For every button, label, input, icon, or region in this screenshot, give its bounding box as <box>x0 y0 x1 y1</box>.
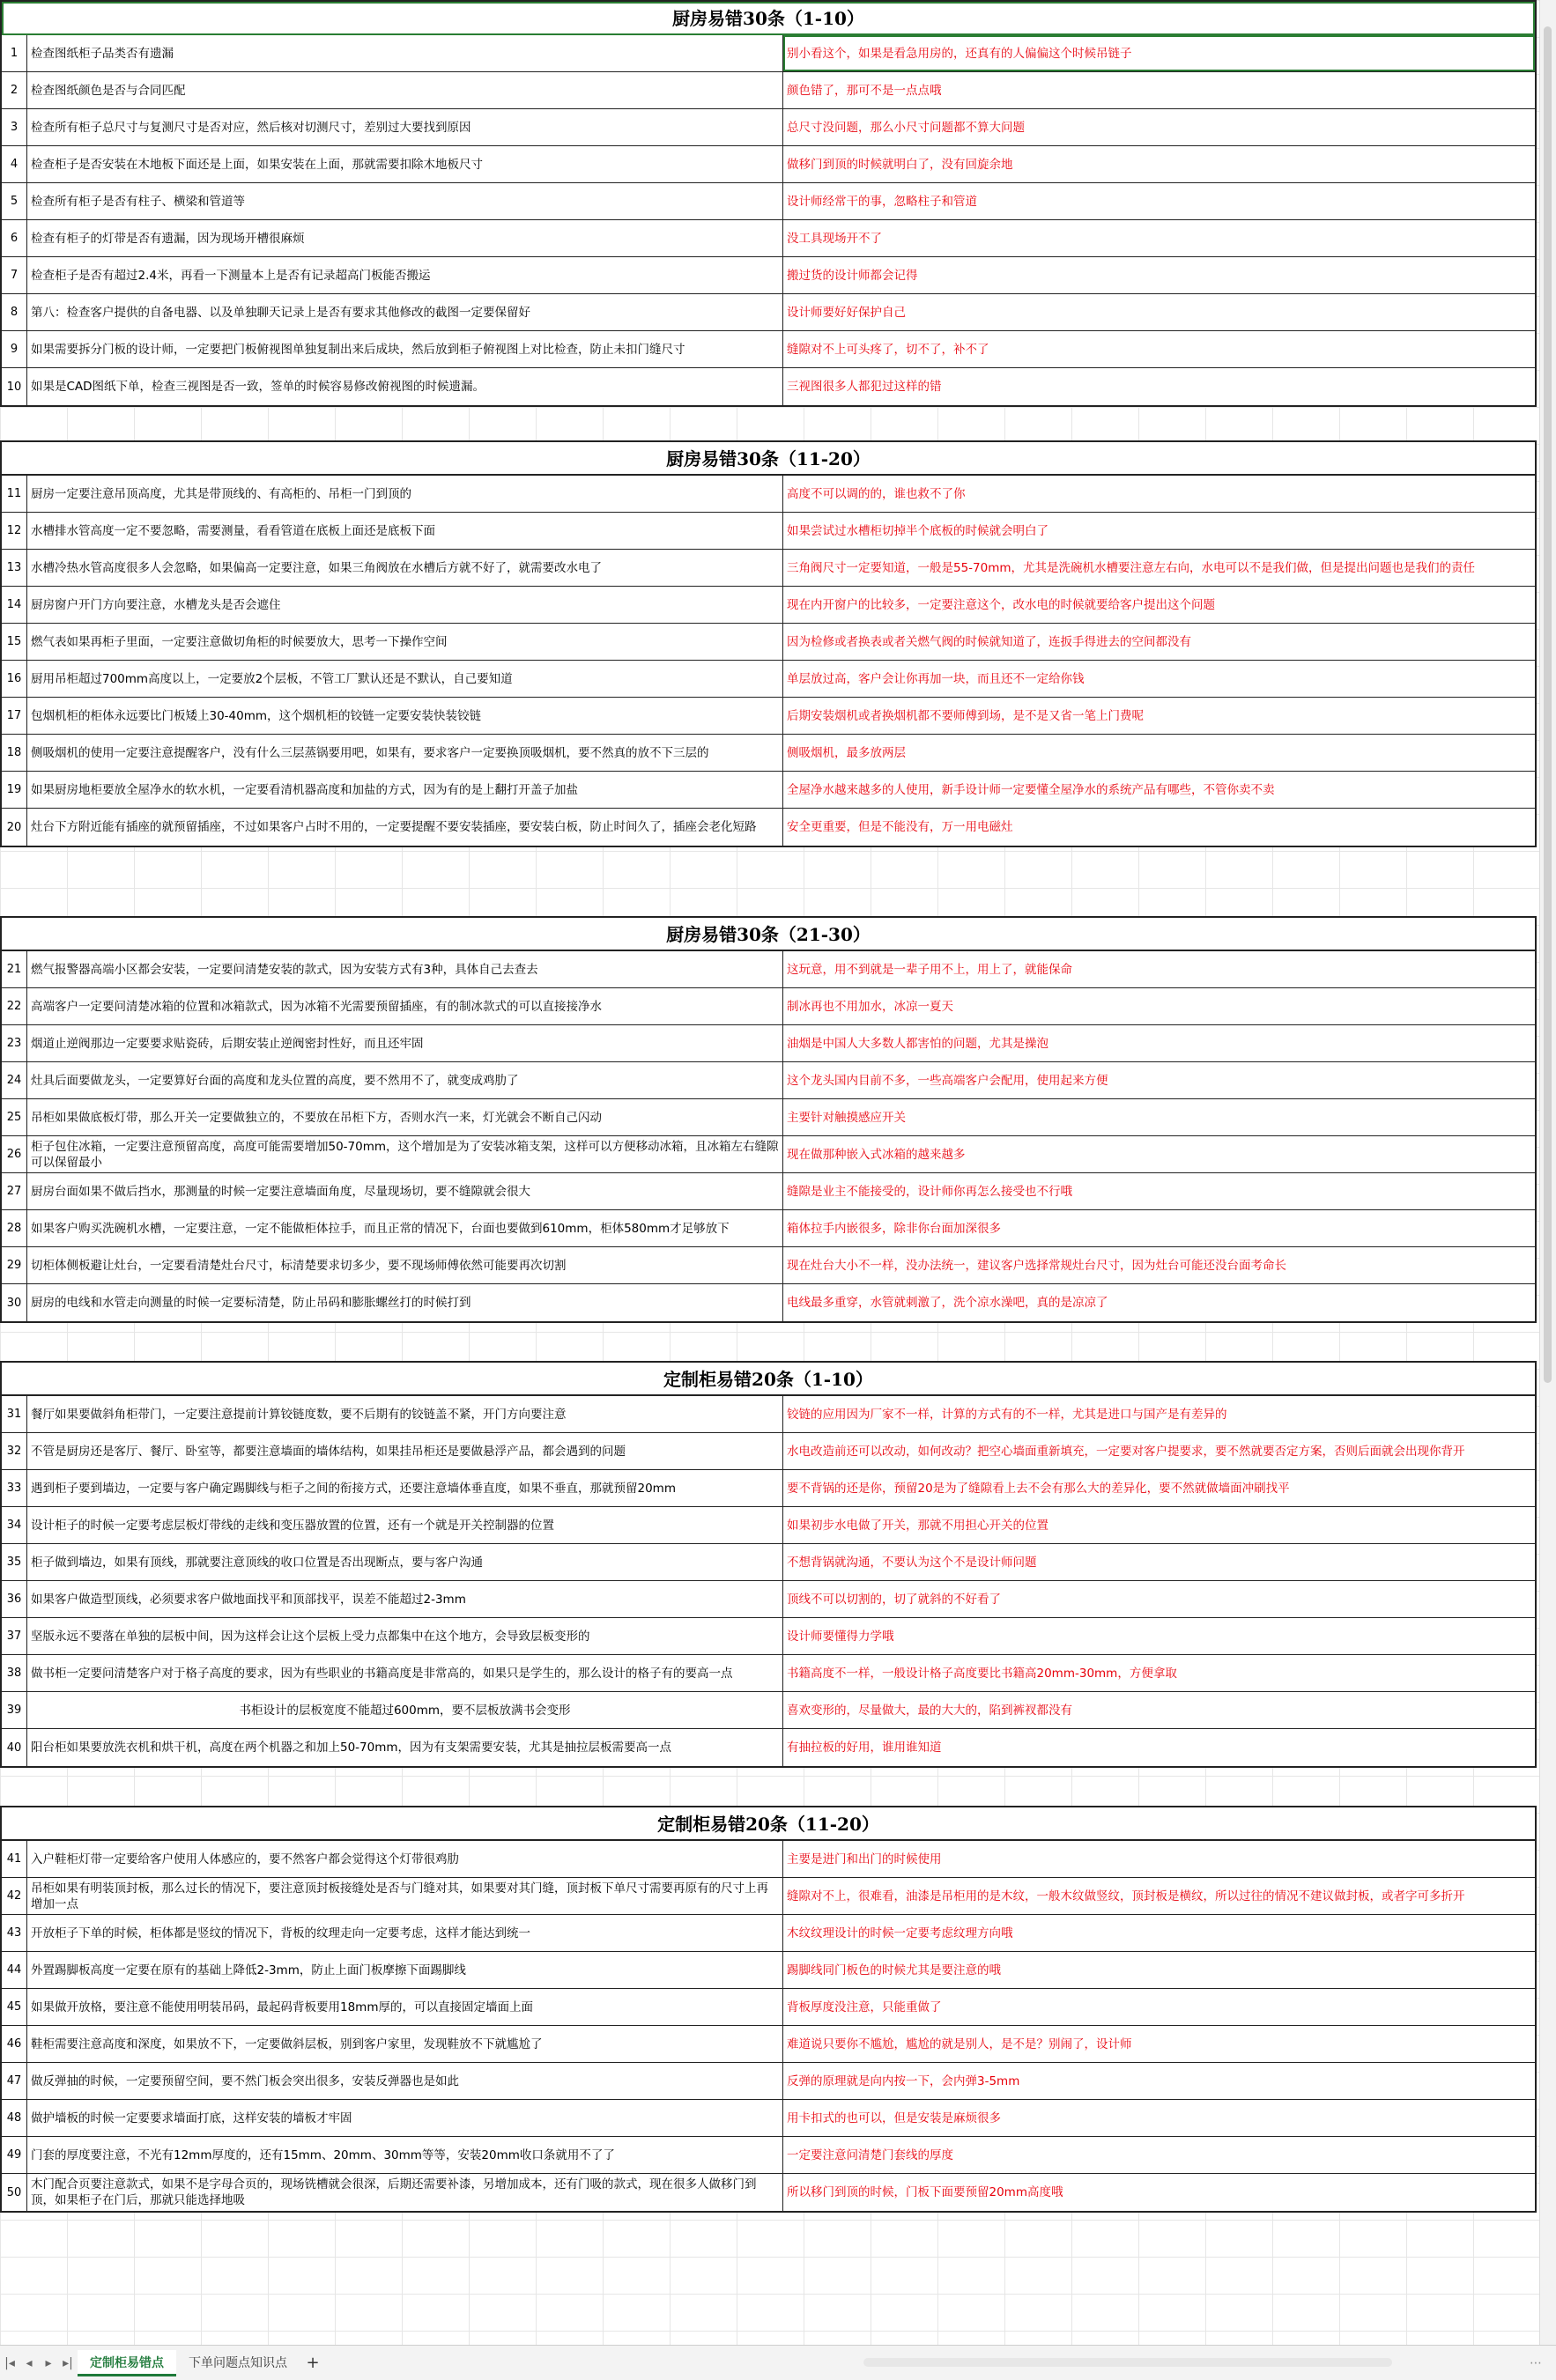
row-number-cell[interactable]: 38 <box>2 1655 27 1691</box>
table-row <box>2 2100 1535 2137</box>
table-row <box>2 550 1535 587</box>
vertical-scroll-thumb[interactable] <box>1544 26 1552 1383</box>
error-description-cell[interactable]: 厨房窗户开门方向要注意，水槽龙头是否会遮住 <box>27 587 783 623</box>
row-number-cell[interactable]: 34 <box>2 1507 27 1543</box>
table-row <box>2 1284 1535 1321</box>
remark-cell[interactable]: 喜欢变形的，尽量做大，最的大大的，陷到裤衩都没有 <box>787 1703 1072 1718</box>
more-icon[interactable]: ⋯ <box>1530 2355 1544 2370</box>
error-description-cell[interactable]: 外置踢脚板高度一定要在原有的基础上降低2-3mm，防止上面门板摩擦下面踢脚线 <box>27 1952 783 1988</box>
table-row <box>2 1247 1535 1284</box>
add-sheet-icon[interactable]: + <box>306 2354 320 2372</box>
remark-cell[interactable]: 木纹纹理设计的时候一定要考虑纹理方向哦 <box>787 1925 1013 1940</box>
error-description-cell[interactable]: 检查所有柜子是否有柱子、横梁和管道等 <box>27 183 783 219</box>
error-description-cell[interactable]: 如果客户购买洗碗机水槽，一定要注意，一定不能做柜体拉手，而且正常的情况下，台面也要做到610mm，柜体580mm才足够放下 <box>27 1210 783 1246</box>
table-row <box>2 476 1535 513</box>
remark-cell[interactable]: 安全更重要，但是不能没有，万一用电磁灶 <box>787 820 1013 834</box>
remark-cell[interactable]: 踢脚线同门板色的时候尤其是要注意的哦 <box>787 1962 1001 1977</box>
error-description-cell[interactable]: 检查所有柜子总尺寸与复测尺寸是否对应，然后核对切测尺寸，差别过大要找到原因 <box>27 109 783 145</box>
row-number-cell[interactable]: 19 <box>2 772 27 808</box>
table-row <box>2 988 1535 1025</box>
row-number-cell[interactable]: 18 <box>2 735 27 771</box>
error-description-cell[interactable]: 柜子做到墙边，如果有顶线，那就要注意顶线的收口位置是否出现断点，要与客户沟通 <box>27 1544 783 1580</box>
row-number-cell[interactable]: 40 <box>2 1729 27 1766</box>
error-description-cell[interactable]: 坚版永远不要落在单独的层板中间，因为这样会让这个层板上受力点都集中在这个地方，会导致层板变形的 <box>27 1618 783 1654</box>
remark-cell[interactable]: 水电改造前还可以改动，如何改动？把空心墙面重新填充，一定要对客户提要求，要不然就要否定方案，否则后面就会出现你背开 <box>787 1444 1465 1459</box>
remark-cell[interactable]: 缝隙对不上，很难看，油漆是吊柜用的是木纹，一般木纹做竖纹，顶封板是横纹，所以过往的情况不建议做封板，或者字可多折开 <box>787 1888 1465 1903</box>
row-number-cell[interactable]: 49 <box>2 2137 27 2173</box>
error-description-cell[interactable]: 如果厨房地柜要放全屋净水的软水机，一定要看清机器高度和加盐的方式，因为有的是上翻打开盖子加盐 <box>27 772 783 808</box>
row-number-cell[interactable]: 20 <box>2 809 27 846</box>
remark-cell[interactable]: 如果尝试过水槽柜切掉半个底板的时候就会明白了 <box>787 523 1048 538</box>
error-description-cell[interactable]: 入户鞋柜灯带一定要给客户使用人体感应的，要不然客户都会觉得这个灯带很鸡肋 <box>27 1841 783 1877</box>
section-title[interactable]: 定制柜易错20条（1-10） <box>2 1363 1535 1396</box>
row-number-cell[interactable]: 24 <box>2 1062 27 1098</box>
table-row <box>2 331 1535 368</box>
error-description-cell[interactable]: 检查柜子是否有超过2.4米，再看一下测量本上是否有记录超高门板能否搬运 <box>27 257 783 293</box>
table-row <box>2 146 1535 183</box>
table-row <box>2 661 1535 698</box>
row-number-cell[interactable]: 10 <box>2 368 27 405</box>
remark-cell[interactable]: 三视图很多人都犯过这样的错 <box>787 380 942 394</box>
table-row <box>2 2026 1535 2063</box>
table-row <box>2 1173 1535 1210</box>
remark-cell[interactable]: 要不背锅的还是你，预留20是为了缝隙看上去不会有那么大的差异化，要不然就做墙面冲刷找平 <box>787 1481 1290 1496</box>
table-row <box>2 1544 1535 1581</box>
vertical-scrollbar[interactable] <box>1539 0 1556 2345</box>
table-row <box>2 109 1535 146</box>
error-description-cell[interactable]: 水槽排水管高度一定不要忽略，需要测量，看看管道在底板上面还是底板下面 <box>27 513 783 549</box>
section-3 <box>0 916 1537 1323</box>
error-description-cell[interactable]: 第八：检查客户提供的自备电器、以及单独聊天记录上是否有要求其他修改的截图一定要保留好 <box>27 294 783 330</box>
section-title[interactable]: 厨房易错30条（1-10） <box>2 2 1535 35</box>
table-row <box>2 1618 1535 1655</box>
table-row <box>2 2137 1535 2174</box>
error-description-cell[interactable]: 检查有柜子的灯带是否有遗漏，因为现场开槽很麻烦 <box>27 220 783 256</box>
error-description-cell[interactable]: 烟道止逆阀那边一定要要求贴瓷砖，后期安装止逆阀密封性好，而且还牢固 <box>27 1025 783 1061</box>
row-number-cell[interactable]: 37 <box>2 1618 27 1654</box>
row-number-cell[interactable]: 50 <box>2 2174 27 2211</box>
row-number-cell[interactable]: 47 <box>2 2063 27 2099</box>
table-row <box>2 183 1535 220</box>
remark-cell[interactable]: 一定要注意问清楚门套线的厚度 <box>787 2147 953 2162</box>
error-description-cell[interactable]: 吊柜如果做底板灯带，那么开关一定要做独立的，不要放在吊柜下方，否则水汽一来，灯光就会不断自己闪动 <box>27 1099 783 1135</box>
table-row <box>2 513 1535 550</box>
table-row <box>2 1841 1535 1878</box>
remark-cell[interactable]: 有抽拉板的好用，谁用谁知道 <box>787 1741 942 1755</box>
remark-cell[interactable]: 如果初步水电做了开关，那就不用担心开关的位置 <box>787 1518 1048 1533</box>
table-row <box>2 1507 1535 1544</box>
remark-cell[interactable]: 现在灶台大小不一样，没办法统一，建议客户选择常规灶台尺寸，因为灶台可能还没台面考命长 <box>787 1258 1286 1273</box>
error-description-cell[interactable]: 柜子包住冰箱，一定要注意预留高度，高度可能需要增加50-70mm，这个增加是为了安装冰箱支架，这样可以方便移动冰箱，且冰箱左右缝隙可以保留最小 <box>27 1136 783 1172</box>
remark-cell[interactable]: 主要针对触摸感应开关 <box>787 1110 906 1125</box>
remark-cell[interactable]: 缝隙对不上可头疼了，切不了，补不了 <box>787 342 989 357</box>
table-row <box>2 257 1535 294</box>
error-description-cell[interactable]: 燃气报警器高端小区都会安装，一定要问清楚安装的款式，因为安装方式有3种，具体自己去查去 <box>27 951 783 987</box>
error-description-cell[interactable]: 切柜体侧板避让灶台，一定要看清楚灶台尺寸，标清楚要求切多少，要不现场师傅依然可能要再次切割 <box>27 1247 783 1283</box>
table-row <box>2 1655 1535 1692</box>
row-number-cell[interactable]: 12 <box>2 513 27 549</box>
row-number-cell[interactable]: 4 <box>2 146 27 182</box>
prev-sheet-icon[interactable]: ◂ <box>26 2355 33 2370</box>
row-number-cell[interactable]: 27 <box>2 1173 27 1209</box>
error-description-cell[interactable]: 燃气表如果再柜子里面，一定要注意做切角柜的时候要放大，思考一下操作空间 <box>27 624 783 660</box>
error-description-cell[interactable]: 阳台柜如果要放洗衣机和烘干机，高度在两个机器之和加上50-70mm，因为有支架需要安装，尤其是抽拉层板需要高一点 <box>27 1729 783 1766</box>
remark-cell[interactable]: 主要是进门和出门的时候使用 <box>787 1852 942 1866</box>
first-sheet-icon[interactable]: |◂ <box>4 2355 15 2370</box>
remark-cell[interactable]: 别小看这个，如果是看急用房的，还真有的人偏偏这个时候吊链子 <box>783 35 1535 71</box>
error-description-cell[interactable]: 厨房的电线和水管走向测量的时候一定要标清楚，防止吊码和膨胀螺丝打的时候打到 <box>27 1284 783 1321</box>
remark-cell[interactable]: 不想背锅就沟通，不要认为这个不是设计师问题 <box>787 1555 1037 1570</box>
remark-cell[interactable]: 制冰再也不用加水，冰凉一夏天 <box>787 999 953 1014</box>
remark-cell[interactable]: 搬过货的设计师都会记得 <box>787 268 918 283</box>
table-row <box>2 951 1535 988</box>
section-5 <box>0 1806 1537 2213</box>
horizontal-scrollbar[interactable] <box>863 2358 1392 2367</box>
error-description-cell[interactable]: 做护墙板的时候一定要要求墙面打底，这样安装的墙板才牢固 <box>27 2100 783 2136</box>
error-description-cell[interactable]: 书柜设计的层板宽度不能超过600mm，要不层板放满书会变形 <box>27 1692 783 1728</box>
error-description-cell[interactable]: 如果是CAD图纸下单，检查三视图是否一致，签单的时候容易修改俯视图的时候遗漏。 <box>27 368 783 405</box>
row-number-cell[interactable]: 42 <box>2 1878 27 1914</box>
row-number-cell[interactable]: 45 <box>2 1989 27 2025</box>
error-description-cell[interactable]: 如果需要拆分门板的设计师，一定要把门板俯视图单独复制出来后成块，然后放到柜子俯视图上对比检查，防止未扣门缝尺寸 <box>27 331 783 367</box>
error-description-cell[interactable]: 开放柜子下单的时候，柜体都是竖纹的情况下，背板的纹理走向一定要考虑，这样才能达到统一 <box>27 1915 783 1951</box>
row-number-cell[interactable]: 26 <box>2 1136 27 1172</box>
table-row <box>2 2174 1535 2211</box>
error-description-cell[interactable]: 水槽冷热水管高度很多人会忽略，如果偏高一定要注意，如果三角阀放在水槽后方就不好了，就需要改水电了 <box>27 550 783 586</box>
last-sheet-icon[interactable]: ▸| <box>63 2355 73 2370</box>
remark-cell[interactable]: 这个龙头国内目前不多，一些高端客户会配用，使用起来方便 <box>787 1073 1108 1088</box>
table-row <box>2 1470 1535 1507</box>
row-number-cell[interactable]: 35 <box>2 1544 27 1580</box>
table-row <box>2 35 1535 72</box>
row-number-cell[interactable]: 33 <box>2 1470 27 1506</box>
section-4 <box>0 1361 1537 1768</box>
table-row <box>2 1952 1535 1989</box>
table-row <box>2 1099 1535 1136</box>
remark-cell[interactable]: 箱体拉手内嵌很多，除非你台面加深很多 <box>787 1221 1001 1236</box>
table-row <box>2 1915 1535 1952</box>
row-number-cell[interactable]: 17 <box>2 698 27 734</box>
table-row <box>2 294 1535 331</box>
row-number-cell[interactable]: 31 <box>2 1396 27 1432</box>
table-row <box>2 624 1535 661</box>
table-row <box>2 735 1535 772</box>
table-row <box>2 1136 1535 1173</box>
row-number-cell[interactable]: 11 <box>2 476 27 512</box>
row-number-cell[interactable]: 41 <box>2 1841 27 1877</box>
table-row <box>2 1062 1535 1099</box>
row-number-cell[interactable]: 16 <box>2 661 27 697</box>
row-number-cell[interactable]: 13 <box>2 550 27 586</box>
remark-cell[interactable]: 总尺寸没问题，那么小尺寸问题都不算大问题 <box>787 120 1025 135</box>
remark-cell[interactable]: 高度不可以调的的，谁也救不了你 <box>787 486 966 501</box>
tab-order-issues[interactable]: 下单问题点知识点 <box>189 2355 287 2370</box>
table-row <box>2 809 1535 846</box>
next-sheet-icon[interactable]: ▸ <box>45 2355 52 2370</box>
table-row <box>2 1581 1535 1618</box>
error-description-cell[interactable]: 灶台下方附近能有插座的就预留插座，不过如果客户占时不用的，一定要提醒不要安装插座，要安装白板，防止时间久了，插座会老化短路 <box>27 809 783 846</box>
error-description-cell[interactable]: 鞋柜需要注意高度和深度，如果放不下，一定要做斜层板，别到客户家里，发现鞋放不下就尴尬了 <box>27 2026 783 2062</box>
remark-cell[interactable]: 做移门到顶的时候就明白了，没有回旋余地 <box>787 157 1013 172</box>
row-number-cell[interactable]: 22 <box>2 988 27 1024</box>
table-row <box>2 587 1535 624</box>
remark-cell[interactable]: 顶线不可以切割的，切了就斜的不好看了 <box>787 1592 1001 1607</box>
row-number-cell[interactable]: 23 <box>2 1025 27 1061</box>
section-title[interactable]: 厨房易错30条（21-30） <box>2 918 1535 951</box>
remark-cell[interactable]: 缝隙是业主不能接受的，设计师你再怎么接受也不行哦 <box>787 1184 1072 1199</box>
row-number-cell[interactable]: 7 <box>2 257 27 293</box>
error-description-cell[interactable]: 不管是厨房还是客厅、餐厅、卧室等，都要注意墙面的墙体结构，如果挂吊柜还是要做悬浮产品，都会遇到的问题 <box>27 1433 783 1469</box>
remark-cell[interactable]: 所以移门到顶的时候，门板下面要预留20mm高度哦 <box>787 2185 1063 2199</box>
error-description-cell[interactable]: 厨房一定要注意吊顶高度，尤其是带顶线的、有高柜的、吊柜一门到顶的 <box>27 476 783 512</box>
row-number-cell[interactable]: 8 <box>2 294 27 330</box>
table-row <box>2 220 1535 257</box>
remark-cell[interactable]: 反弹的原理就是向内按一下，会内弹3-5mm <box>787 2073 1020 2088</box>
error-description-cell[interactable]: 包烟机柜的柜体永远要比门板矮上30-40mm，这个烟机柜的铰链一定要安装快装铰链 <box>27 698 783 734</box>
error-description-cell[interactable]: 侧吸烟机的使用一定要注意提醒客户，没有什么三层蒸锅要用吧，如果有，要求客户一定要换顶吸烟机，要不然真的放不下三层的 <box>27 735 783 771</box>
error-description-cell[interactable]: 门套的厚度要注意，不光有12mm厚度的，还有15mm、20mm、30mm等等，安装20mm收口条就用不了了 <box>27 2137 783 2173</box>
row-number-cell[interactable]: 28 <box>2 1210 27 1246</box>
row-number-cell[interactable]: 1 <box>2 35 27 71</box>
error-description-cell[interactable]: 如果做开放格，要注意不能使用明装吊码，最起码背板要用18mm厚的，可以直接固定墙面上面 <box>27 1989 783 2025</box>
section-title[interactable]: 定制柜易错20条（11-20） <box>2 1807 1535 1841</box>
remark-cell[interactable]: 难道说只要你不尴尬，尴尬的就是别人，是不是？别闹了，设计师 <box>787 2036 1132 2051</box>
error-description-cell[interactable]: 吊柜如果有明装顶封板，那么过长的情况下，要注意顶封板接缝处是否与门缝对其，如果要对其门缝，顶封板下单尺寸需要再原有的尺寸上再增加一点 <box>27 1878 783 1914</box>
error-description-cell[interactable]: 木门配合页要注意款式，如果不是字母合页的，现场铣槽就会很深，后期还需要补漆，另增加成本，还有门吸的款式，现在很多人做移门到顶，如果柜子在门后，那就只能选择地吸 <box>27 2174 783 2211</box>
remark-cell[interactable]: 油烟是中国人大多数人都害怕的问题，尤其是操泡 <box>787 1036 1048 1051</box>
error-description-cell[interactable]: 厨房台面如果不做后挡水，那测量的时候一定要注意墙面角度，尽量现场切，要不缝隙就会很大 <box>27 1173 783 1209</box>
remark-cell[interactable]: 全屋净水越来越多的人使用，新手设计师一定要懂全屋净水的系统产品有哪些，不管你卖不卖 <box>787 782 1275 797</box>
error-description-cell[interactable]: 餐厅如果要做斜角柜带门，一定要注意提前计算铰链度数，要不后期有的铰链盖不紧，开门方向要注意 <box>27 1396 783 1432</box>
table-row <box>2 1210 1535 1247</box>
row-number-cell[interactable]: 9 <box>2 331 27 367</box>
remark-cell[interactable]: 现在做那种嵌入式冰箱的越来越多 <box>787 1147 966 1162</box>
table-row <box>2 772 1535 809</box>
row-number-cell[interactable]: 32 <box>2 1433 27 1469</box>
remark-cell[interactable]: 背板厚度没注意，只能重做了 <box>787 1999 942 2014</box>
table-row <box>2 2063 1535 2100</box>
row-number-cell[interactable]: 29 <box>2 1247 27 1283</box>
table-row <box>2 1433 1535 1470</box>
row-number-cell[interactable]: 48 <box>2 2100 27 2136</box>
row-number-cell[interactable]: 44 <box>2 1952 27 1988</box>
error-description-cell[interactable]: 厨用吊柜超过700mm高度以上，一定要放2个层板，不管工厂默认还是不默认，自己要知道 <box>27 661 783 697</box>
section-1 <box>0 0 1537 407</box>
table-row <box>2 1878 1535 1915</box>
error-description-cell[interactable]: 检查柜子是否安装在木地板下面还是上面，如果安装在上面，那就需要扣除木地板尺寸 <box>27 146 783 182</box>
remark-cell[interactable]: 设计师要懂得力学哦 <box>787 1629 894 1644</box>
remark-cell[interactable]: 书籍高度不一样，一般设计格子高度要比书籍高20mm-30mm，方便拿取 <box>787 1666 1177 1681</box>
remark-cell[interactable]: 这玩意，用不到就是一辈子用不上，用上了，就能保命 <box>787 962 1072 977</box>
remark-cell[interactable]: 单层放过高，客户会让你再加一块，而且还不一定给你钱 <box>787 671 1085 686</box>
row-number-cell[interactable]: 43 <box>2 1915 27 1951</box>
remark-cell[interactable]: 三角阀尺寸一定要知道，一般是55-70mm，尤其是洗碗机水槽要注意左右向，水电可以不是我们做，但是提出问题也是我们的责任 <box>787 560 1476 575</box>
tab-custom-cabinet-errors[interactable]: 定制柜易错点 <box>78 2350 176 2376</box>
remark-cell[interactable]: 侧吸烟机，最多放两层 <box>787 745 906 760</box>
error-description-cell[interactable]: 如果客户做造型顶线，必须要求客户做地面找平和顶部找平，误差不能超过2-3mm <box>27 1581 783 1617</box>
row-number-cell[interactable]: 2 <box>2 72 27 108</box>
table-row <box>2 1989 1535 2026</box>
remark-cell[interactable]: 颜色错了，那可不是一点点哦 <box>787 83 942 98</box>
row-number-cell[interactable]: 15 <box>2 624 27 660</box>
remark-cell[interactable]: 后期安装烟机或者换烟机都不要师傅到场，是不是又省一笔上门费呢 <box>787 708 1144 723</box>
error-description-cell[interactable]: 做反弹抽的时候，一定要预留空间，要不然门板会突出很多，安装反弹器也是如此 <box>27 2063 783 2099</box>
remark-cell[interactable]: 设计师经常干的事，忽略柱子和管道 <box>787 194 977 209</box>
error-description-cell[interactable]: 检查图纸柜子品类否有遗漏 <box>27 35 783 71</box>
remark-cell[interactable]: 铰链的应用因为厂家不一样，计算的方式有的不一样，尤其是进口与国产是有差异的 <box>787 1407 1227 1422</box>
remark-cell[interactable]: 设计师要好好保护自己 <box>787 305 906 320</box>
error-description-cell[interactable]: 检查图纸颜色是否与合同匹配 <box>27 72 783 108</box>
row-number-cell[interactable]: 46 <box>2 2026 27 2062</box>
row-number-cell[interactable]: 25 <box>2 1099 27 1135</box>
row-number-cell[interactable]: 3 <box>2 109 27 145</box>
error-description-cell[interactable]: 遇到柜子要到墙边，一定要与客户确定踢脚线与柜子之间的衔接方式，还要注意墙体垂直度，如果不垂直，那就预留20mm <box>27 1470 783 1506</box>
row-number-cell[interactable]: 5 <box>2 183 27 219</box>
row-number-cell[interactable]: 30 <box>2 1284 27 1321</box>
table-row <box>2 1729 1535 1766</box>
table-row <box>2 698 1535 735</box>
error-description-cell[interactable]: 灶具后面要做龙头，一定要算好台面的高度和龙头位置的高度，要不然用不了，就变成鸡肋了 <box>27 1062 783 1098</box>
table-row <box>2 1025 1535 1062</box>
table-row <box>2 1692 1535 1729</box>
row-number-cell[interactable]: 6 <box>2 220 27 256</box>
table-row <box>2 1396 1535 1433</box>
row-number-cell[interactable]: 36 <box>2 1581 27 1617</box>
section-title[interactable]: 厨房易错30条（11-20） <box>2 442 1535 476</box>
remark-cell[interactable]: 用卡扣式的也可以，但是安装是麻烦很多 <box>787 2110 1001 2125</box>
section-2 <box>0 440 1537 847</box>
error-description-cell[interactable]: 高端客户一定要问清楚冰箱的位置和冰箱款式，因为冰箱不光需要预留插座，有的制冰款式的可以直接接净水 <box>27 988 783 1024</box>
table-row <box>2 72 1535 109</box>
row-number-cell[interactable]: 14 <box>2 587 27 623</box>
sheet-tab-bar <box>0 2345 1556 2380</box>
row-number-cell[interactable]: 39 <box>2 1692 27 1728</box>
error-description-cell[interactable]: 做书柜一定要问清楚客户对于格子高度的要求，因为有些职业的书籍高度是非常高的，如果只是学生的，那么设计的格子有的要高一点 <box>27 1655 783 1691</box>
remark-cell[interactable]: 电线最多重穿，水管就刺激了，洗个凉水澡吧，真的是凉凉了 <box>787 1296 1108 1310</box>
row-number-cell[interactable]: 21 <box>2 951 27 987</box>
remark-cell[interactable]: 没工具现场开不了 <box>787 231 882 246</box>
error-description-cell[interactable]: 设计柜子的时候一定要考虑层板灯带线的走线和变压器放置的位置，还有一个就是开关控制器的位置 <box>27 1507 783 1543</box>
remark-cell[interactable]: 现在内开窗户的比较多，一定要注意这个，改水电的时候就要给客户提出这个问题 <box>787 597 1215 612</box>
remark-cell[interactable]: 因为检修或者换表或者关燃气阀的时候就知道了，连扳手得进去的空间都没有 <box>787 634 1191 649</box>
table-row <box>2 368 1535 405</box>
